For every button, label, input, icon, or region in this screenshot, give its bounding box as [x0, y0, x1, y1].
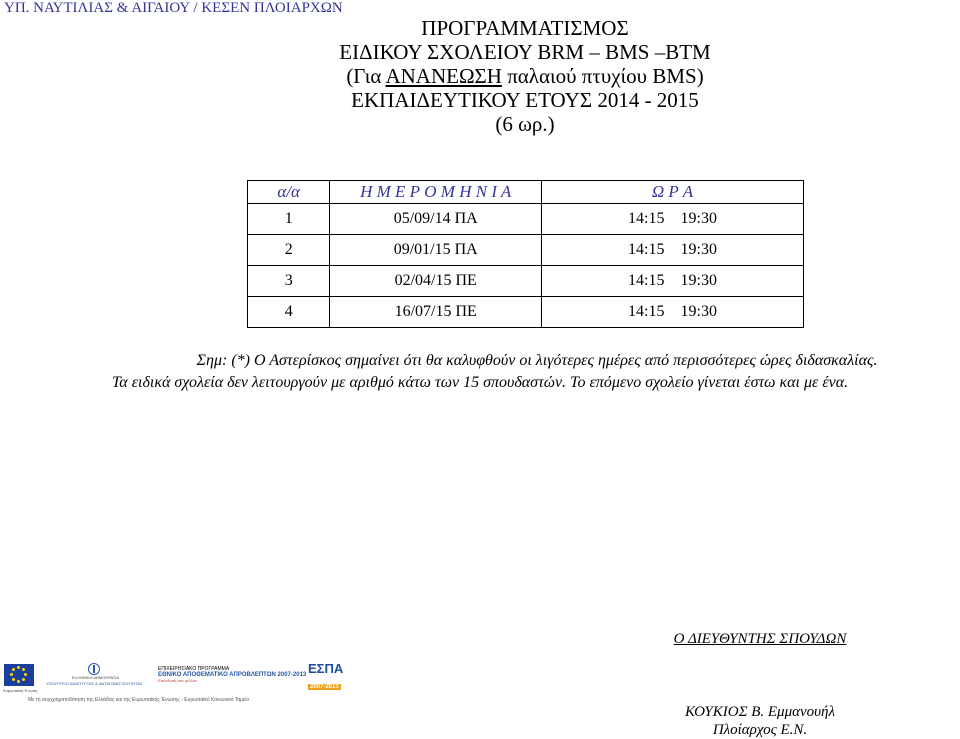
program-line-2: ΕΘΝΙΚΟ ΑΠΟΘΕΜΑΤΙΚΟ ΑΠΡΟΒΛΕΠΤΩΝ 2007-2013: [158, 672, 307, 678]
row-date: 02/04/15 ΠΕ: [330, 266, 542, 297]
signature-block: [655, 703, 865, 739]
row-start-time: 14:15: [628, 241, 665, 258]
row-start-time: 14:15: [628, 210, 665, 227]
espa-logo: [308, 662, 342, 690]
row-end-time: 19:30: [680, 241, 717, 258]
table-row: [248, 297, 804, 328]
funding-logos: [0, 658, 344, 708]
row-number: 3: [248, 266, 330, 297]
row-number: 2: [248, 235, 330, 266]
title-line-3-suffix: παλαιού πτυχίου BMS): [501, 64, 704, 88]
espa-label: ΕΣΠΑ: [308, 661, 344, 676]
program-logo: [158, 666, 306, 684]
title-line-1: ΠΡΟΓΡΑΜΜΑΤΙΣΜΟΣ: [421, 16, 629, 40]
row-time: [542, 204, 804, 235]
row-start-time: 14:15: [628, 303, 665, 320]
title-line-5: (6 ωρ.): [495, 112, 555, 136]
ministry-header: ΥΠ. ΝΑΥΤΙΛΙΑΣ & ΑΙΓΑΙΟΥ / ΚΕΣΕΝ ΠΛΟΙΑΡΧΩΝ: [4, 0, 343, 16]
title-line-2: ΕΙΔΙΚΟΥ ΣΧΟΛΕΙΟΥ BRM – BMS –BTM: [339, 40, 711, 64]
row-number: 4: [248, 297, 330, 328]
director-title: Ο ΔΙΕΥΘΥΝΤΗΣ ΣΠΟΥΔΩΝ: [673, 631, 847, 647]
cofunding-footer: Με τη συγχρηματοδότηση της Ελλάδας και της Ευρωπαϊκής Ένωσης - Ευρωπαϊκό Κοινωνικό Ταμείο: [28, 697, 250, 703]
row-number: 1: [248, 204, 330, 235]
row-time: [542, 266, 804, 297]
title-line-4: ΕΚΠΑΙΔΕΥΤΙΚΟΥ ΕΤΟΥΣ 2014 - 2015: [351, 88, 699, 112]
greek-emblem-icon: [88, 663, 100, 675]
title-line-3-prefix: (Για: [346, 64, 386, 88]
eu-flag-icon: [4, 664, 34, 686]
row-date: 05/09/14 ΠΑ: [330, 204, 542, 235]
row-end-time: 19:30: [680, 303, 717, 320]
row-start-time: 14:15: [628, 272, 665, 289]
ministry-label: ΕΛΛΗΝΙΚΗ ΔΗΜΟΚΡΑΤΙΑ: [72, 675, 119, 680]
table-row: [248, 266, 804, 297]
eu-label: Ευρωπαϊκή Ένωση: [3, 688, 38, 693]
table-row: [248, 235, 804, 266]
title-renewal-word: ΑΝΑΝΕΩΣΗ: [385, 64, 502, 88]
signatory-rank: Πλοίαρχος Ε.Ν.: [712, 722, 808, 738]
signatory-name: ΚΟΥΚΙΟΣ Β. Εμμανουήλ: [685, 704, 835, 720]
minimum-students-note: Τα ειδικά σχολεία δεν λειτουργούν με αριθμό κάτω των 15 σπουδαστών. Το επόμενο σχολείο γίνεται έστω και με ένα.: [111, 374, 849, 391]
espa-years: 2007-2013: [310, 684, 339, 690]
row-time: [542, 297, 804, 328]
row-end-time: 19:30: [680, 272, 717, 289]
document-title: [0, 16, 960, 136]
ministry-sub-label: ΥΠΟΥΡΓΕΙΟ ΑΝΑΠΤΥΞΗΣ & ΑΝΤΑΓΩΝΙΣΤΙΚΟΤΗΤΑΣ: [46, 681, 143, 686]
asterisk-note: Σημ: (*) Ο Αστερίσκος σημαίνει ότι θα καλυφθούν οι λιγότερες ημέρες από περισσότερες ώρες διδασκαλίας.: [196, 352, 878, 369]
row-end-time: 19:30: [680, 210, 717, 227]
title-line-3: [0, 64, 960, 88]
table-header-row: [248, 181, 804, 204]
program-line-3: Επένδυση στο μέλλον: [158, 678, 198, 683]
table-row: [248, 204, 804, 235]
schedule-table: [247, 180, 804, 328]
row-date: 09/01/15 ΠΑ: [330, 235, 542, 266]
header-date: Η Μ Ε Ρ Ο Μ Η Ν Ι Α: [330, 181, 542, 204]
row-time: [542, 235, 804, 266]
row-date: 16/07/15 ΠΕ: [330, 297, 542, 328]
header-time: Ω Ρ Α: [542, 181, 804, 204]
header-serial: α/α: [248, 181, 330, 204]
program-line-1: ΕΠΙΧΕΙΡΗΣΙΑΚΟ ΠΡΟΓΡΑΜΜΑ: [158, 666, 230, 672]
